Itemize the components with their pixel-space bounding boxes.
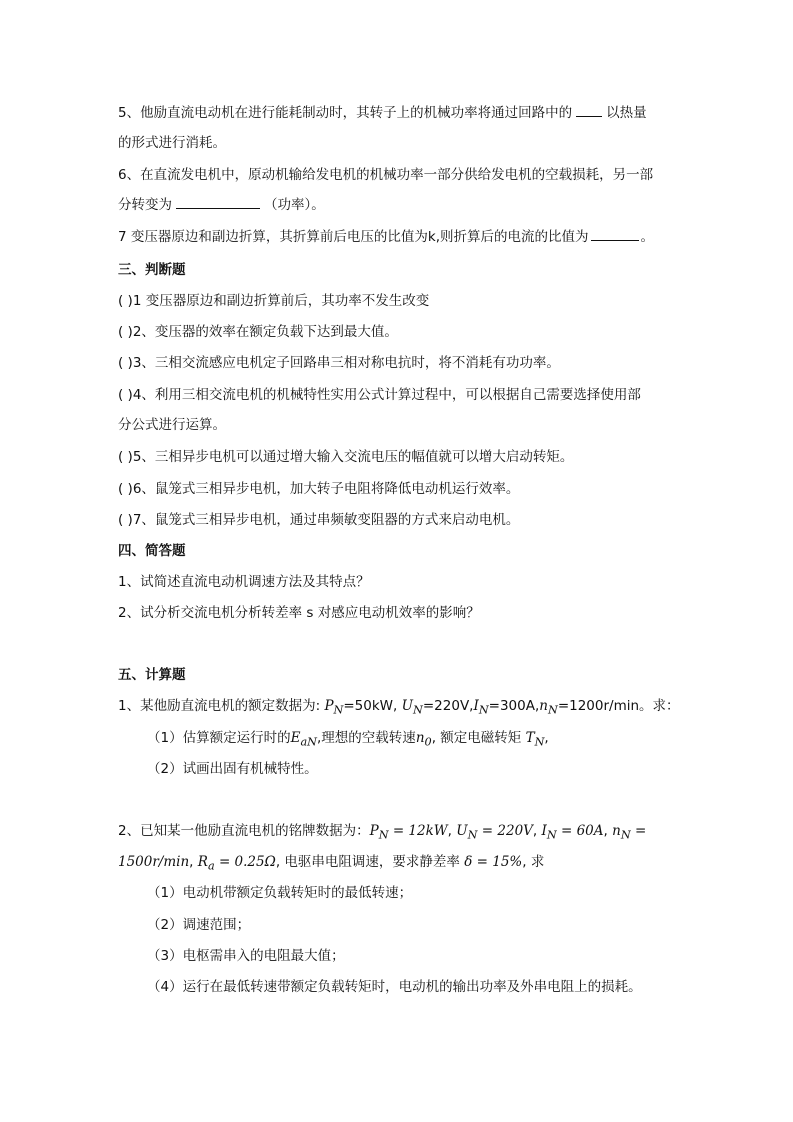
- math-i-n-value: $I_N = 60A$: [541, 823, 604, 842]
- question-text: 。: [640, 229, 654, 245]
- question-5-line-2: 的形式进行消耗。: [118, 135, 226, 151]
- math-u-n-value: $U_N = 220V$: [456, 823, 533, 842]
- short-answer-item: 2、试分析交流电机分析转差率 s 对感应电动机效率的影响？: [118, 605, 480, 621]
- question-5-line-1: [118, 104, 647, 122]
- section-heading-judge: 三、判断题: [118, 262, 186, 278]
- calc-problem-2-sub: （3）电枢需串入的电阻最大值；: [147, 948, 345, 964]
- problem-text: 求: [530, 854, 545, 870]
- section-heading-calculation: 五、计算题: [118, 667, 186, 683]
- problem-text: 2、已知某一他励直流电机的铭牌数据为：: [118, 823, 370, 839]
- problem-text: =300A,: [488, 698, 540, 714]
- calc-problem-2-sub: （4）运行在最低转速带额定负载转矩时，电动机的输出功率及外串电阻上的损耗。: [147, 979, 642, 995]
- question-text: （功率）。: [264, 197, 325, 213]
- problem-text: =220V,: [422, 698, 474, 714]
- calc-problem-1-intro: [118, 697, 680, 720]
- problem-text: =1200r/min。求：: [557, 698, 680, 714]
- section-heading-short-answer: 四、简答题: [118, 543, 186, 559]
- calc-problem-2-sub: （2）调速范围；: [147, 917, 251, 933]
- problem-text: 1、某他励直流电机的额定数据为:: [118, 698, 325, 714]
- judge-item: ( )5、三相异步电机可以通过增大输入交流电压的幅值就可以增大启动转矩。: [118, 449, 574, 465]
- math-n-n: $n_N$: [539, 698, 558, 717]
- math-i-n: $I_N$: [473, 698, 489, 717]
- judge-item: ( )4、利用三相交流电机的机械特性实用公式计算过程中，可以根据自己需要选择使用部: [118, 387, 641, 403]
- math-u-n: $U_N$: [401, 698, 423, 717]
- judge-item: ( )7、鼠笼式三相异步电机，通过串频敏变阻器的方式来启动电机。: [118, 512, 520, 528]
- problem-text: ,: [544, 730, 549, 746]
- math-e-an: $E_{aN}$: [290, 730, 318, 749]
- question-7: [118, 228, 654, 246]
- question-6-line-2: [118, 196, 325, 214]
- answer-blank[interactable]: [176, 196, 260, 209]
- math-n-n-label: $n_N$ =: [612, 823, 647, 842]
- question-text: 5、他励直流电动机在进行能耗制动时，其转子上的机械功率将通过回路中的: [118, 105, 573, 121]
- judge-item: ( )6、鼠笼式三相异步电机，加大转子电阻将降低电动机运行效率。: [118, 481, 520, 497]
- calc-problem-2-sub: （1）电动机带额定负载转矩时的最低转速；: [147, 885, 413, 901]
- question-text: 以热量: [606, 105, 647, 121]
- math-delta-value: δ = 15%: [464, 854, 523, 870]
- math-t-n: $T_N$: [525, 730, 545, 749]
- question-text: 分转变为: [118, 197, 172, 213]
- judge-item-continuation: 分公式进行运算。: [118, 417, 226, 433]
- judge-item: ( )1 变压器原边和副边折算前后，其功率不发生改变: [118, 293, 430, 309]
- math-n-value: 1500r/min: [118, 854, 190, 870]
- math-p-n: $P_N$: [324, 698, 344, 717]
- question-6-line-1: 6、在直流发电机中，原动机输给发电机的机械功率一部分供给发电机的空载损耗，另一部: [118, 167, 654, 183]
- math-p-n-value: $P_N = 12kW$: [369, 823, 448, 842]
- problem-text: ,理想的空载转速: [317, 730, 416, 746]
- problem-text: =50kW,: [343, 698, 402, 714]
- problem-text: 电驱串电阻调速，要求静差率: [284, 854, 460, 870]
- calc-problem-1-sub-1: [147, 729, 549, 752]
- calc-problem-1-sub-2: （2）试画出固有机械特性。: [147, 761, 318, 777]
- short-answer-item: 1、试简述直流电动机调速方法及其特点？: [118, 574, 370, 590]
- math-n-0: $n_0$: [415, 730, 432, 749]
- math-r-a-value: $R_a = 0.25\Omega$: [197, 854, 276, 873]
- answer-blank[interactable]: [576, 104, 602, 117]
- problem-text: , 额定电磁转矩: [431, 730, 526, 746]
- calc-problem-2-line-2: 1500r/min, $R_a = 0.25\Omega$, 电驱串电阻调速，要求静差率 δ = 15%, 求: [118, 854, 545, 873]
- judge-item: ( )2、变压器的效率在额定负载下达到最大值。: [118, 324, 398, 340]
- calc-problem-2-intro: 2、已知某一他励直流电机的铭牌数据为：$P_N = 12kW$, $U_N = 220V$, $I_N = 60A$, $n_N$ =: [118, 823, 647, 842]
- answer-blank[interactable]: [591, 228, 639, 241]
- question-text: 7 变压器原边和副边折算，其折算前后电压的比值为k,则折算后的电流的比值为: [118, 229, 589, 245]
- problem-text: （1）估算额定运行时的: [147, 730, 291, 746]
- judge-item: ( )3、三相交流感应电机定子回路串三相对称电抗时，将不消耗有功功率。: [118, 355, 560, 371]
